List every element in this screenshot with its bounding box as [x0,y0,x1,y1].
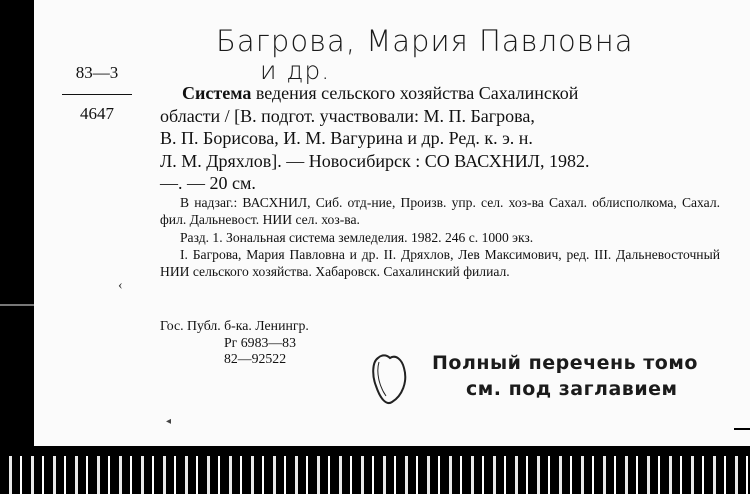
note-series: В надзаг.: ВАСХНИЛ, Сиб. отд-ние, Произв. упр. сел. хоз-ва Сахал. облисполкома, Сахал. фил. Дальневост. НИИ сел. хоз-ва. [160,195,720,228]
entry-notes [160,194,720,280]
library-accession: Рг 6983—83 [224,334,296,350]
handwritten-et-al: и др. [260,56,331,85]
entry-line-1-rest: ведения сельского хозяйства Сахалинской [251,83,579,103]
ink-blot-mark [370,352,410,410]
entry-line-5: —. — 20 см. [160,173,256,193]
entry-line-1 [160,82,720,105]
call-number [62,62,132,125]
note-part: Разд. 1. Зональная система земледелия. 1982. 246 с. 1000 экз. [180,229,534,245]
stamp-line-1: Полный перечень томо [432,352,698,374]
call-number-top: 83—3 [75,63,119,82]
entry-line-2: области / [В. подгот. участвовали: М. П. Багрова, [160,105,535,126]
stray-mark: ‹ [118,278,123,293]
scan-edge-line [0,304,34,306]
entry-line-4: Л. М. Дряхлов]. — Новосибирск : СО ВАСХНИЛ, 1982. [160,150,590,171]
entry-line-3: В. П. Борисова, И. М. Вагурина и др. Ред. к. э. н. [160,128,533,148]
library-name: Гос. Публ. б-ка. Ленингр. [160,318,309,333]
scan-left-edge [0,0,34,494]
library-number: 82—92522 [224,351,287,366]
stray-arrow-mark: ◂ [166,416,172,427]
bibliographic-entry [160,82,720,195]
scan-bottom-strip [0,446,750,494]
stamp-notice [432,350,698,402]
note-tracings: I. Багрова, Мария Павловна и др. II. Дряхлов, Лев Максимович, ред. III. Дальневосточный НИИ сельского хозяйства. Хабаровск. Сахалинский филиал. [160,246,720,280]
library-info [160,318,309,368]
call-number-divider [62,94,132,95]
call-number-bottom: 4647 [80,104,114,123]
entry-title-bold: Система [182,83,252,103]
handwritten-author: Багрова, Мария Павловна [216,24,634,58]
card-edge-notch [734,428,750,430]
stamp-line-2: см. под заглавием [466,378,678,400]
